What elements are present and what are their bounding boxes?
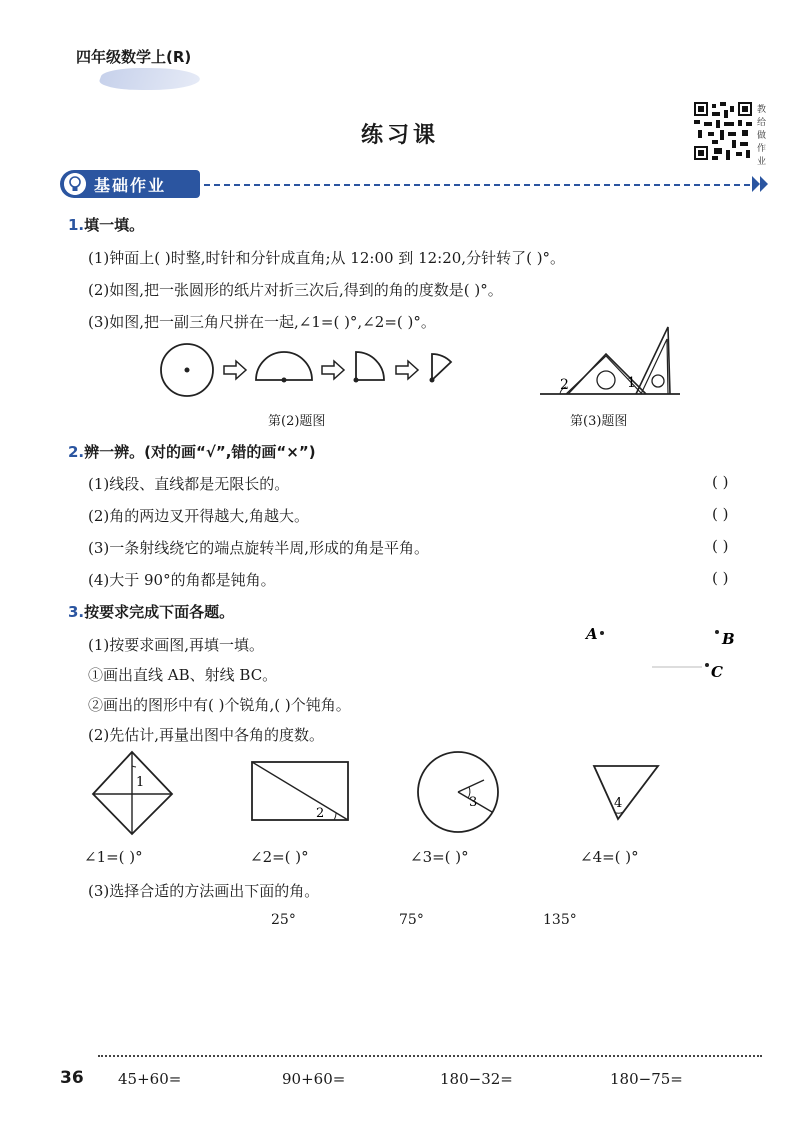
arrow-3 bbox=[396, 361, 418, 379]
section-divider bbox=[204, 184, 750, 186]
triangle-rulers-figure bbox=[540, 325, 690, 405]
section-title: 基础作业 bbox=[94, 176, 167, 195]
triangle-figure bbox=[590, 762, 662, 822]
arrow-2 bbox=[322, 361, 344, 379]
eighth-circle bbox=[432, 354, 451, 380]
q3-line-2: ①画出直线 AB、射线 BC。 bbox=[88, 666, 278, 684]
q2-item-2: (2)角的两边叉开得越大,角越大。 bbox=[88, 507, 310, 525]
fig2-caption: 第(2)题图 bbox=[268, 414, 326, 429]
page-number: 36 bbox=[60, 1068, 84, 1088]
lightbulb-icon bbox=[64, 173, 86, 195]
quarter-circle bbox=[356, 352, 384, 380]
degree-25: 25° bbox=[271, 912, 296, 928]
rhombus-figure bbox=[88, 748, 178, 838]
q1-heading: 1.填一填。 bbox=[68, 216, 145, 234]
book-title: 四年级数学上(R) bbox=[76, 48, 192, 66]
half-circle bbox=[256, 352, 312, 380]
degree-135: 135° bbox=[543, 912, 577, 928]
q1-item-2: (2)如图,把一张圆形的纸片对折三次后,得到的角的度数是( )°。 bbox=[88, 281, 503, 299]
point-c bbox=[705, 663, 709, 667]
section-header bbox=[60, 170, 200, 198]
folding-circle-figure bbox=[150, 340, 470, 400]
q3-part3: (3)选择合适的方法画出下面的角。 bbox=[88, 882, 320, 900]
page-title: 练习课 bbox=[360, 123, 439, 148]
angle-answer-3[interactable]: ∠3=( )° bbox=[410, 848, 469, 866]
q2-item-1: (1)线段、直线都是无限长的。 bbox=[88, 475, 290, 493]
angle-answer-2[interactable]: ∠2=( )° bbox=[250, 848, 309, 866]
q3-line-4: (2)先估计,再量出图中各角的度数。 bbox=[88, 726, 325, 744]
angle-mark-1: 1 bbox=[136, 775, 145, 790]
header-decoration bbox=[96, 68, 204, 90]
q2-item-3: (3)一条射线绕它的端点旋转半周,形成的角是平角。 bbox=[88, 539, 430, 557]
fig3-label-2: 2 bbox=[560, 377, 569, 393]
calc-1: 45+60= bbox=[118, 1070, 182, 1088]
calc-4: 180−75= bbox=[610, 1070, 683, 1088]
qr-code-icon[interactable] bbox=[694, 102, 752, 160]
point-b bbox=[715, 630, 719, 634]
q1-item-3: (3)如图,把一副三角尺拼在一起,∠1=( )°,∠2=( )°。 bbox=[88, 313, 436, 331]
circle-figure bbox=[414, 748, 504, 838]
q2-answer-1[interactable]: ( ) bbox=[712, 473, 729, 491]
calc-2: 90+60= bbox=[282, 1070, 346, 1088]
calc-3: 180−32= bbox=[440, 1070, 513, 1088]
angle-mark-3: 3 bbox=[469, 795, 478, 810]
rectangle-figure bbox=[248, 758, 352, 824]
angle-mark-2: 2 bbox=[316, 806, 325, 821]
points-figure[interactable] bbox=[580, 622, 740, 686]
point-b-label: B bbox=[722, 630, 735, 648]
q2-answer-3[interactable]: ( ) bbox=[712, 537, 729, 555]
q3-line-1: (1)按要求画图,再填一填。 bbox=[88, 636, 265, 654]
fig3-caption: 第(3)题图 bbox=[570, 414, 628, 429]
point-a bbox=[600, 631, 604, 635]
arrow-1 bbox=[224, 361, 246, 379]
degree-75: 75° bbox=[399, 912, 424, 928]
footer-divider bbox=[98, 1055, 762, 1057]
angle-answer-4[interactable]: ∠4=( )° bbox=[580, 848, 639, 866]
point-c-label: C bbox=[711, 663, 723, 681]
fig3-label-1: 1 bbox=[627, 375, 636, 391]
q2-answer-2[interactable]: ( ) bbox=[712, 505, 729, 523]
angle-answer-1[interactable]: ∠1=( )° bbox=[84, 848, 143, 866]
angle-mark-4: 4 bbox=[614, 796, 623, 811]
q3-line-3: ②画出的图形中有( )个锐角,( )个钝角。 bbox=[88, 696, 351, 714]
q1-item-1: (1)钟面上( )时整,时针和分针成直角;从 12:00 到 12:20,分针转了( )°。 bbox=[88, 249, 566, 267]
double-arrow-icon bbox=[752, 176, 772, 192]
point-a-label: A bbox=[586, 625, 598, 643]
q3-heading: 3.按要求完成下面各题。 bbox=[68, 603, 235, 621]
q2-heading: 2.辨一辨。(对的画“√”,错的画“×”) bbox=[68, 443, 316, 461]
q2-answer-4[interactable]: ( ) bbox=[712, 569, 729, 587]
q2-item-4: (4)大于 90°的角都是钝角。 bbox=[88, 571, 276, 589]
qr-side-text: 教 给 做 作 业 bbox=[757, 105, 767, 167]
